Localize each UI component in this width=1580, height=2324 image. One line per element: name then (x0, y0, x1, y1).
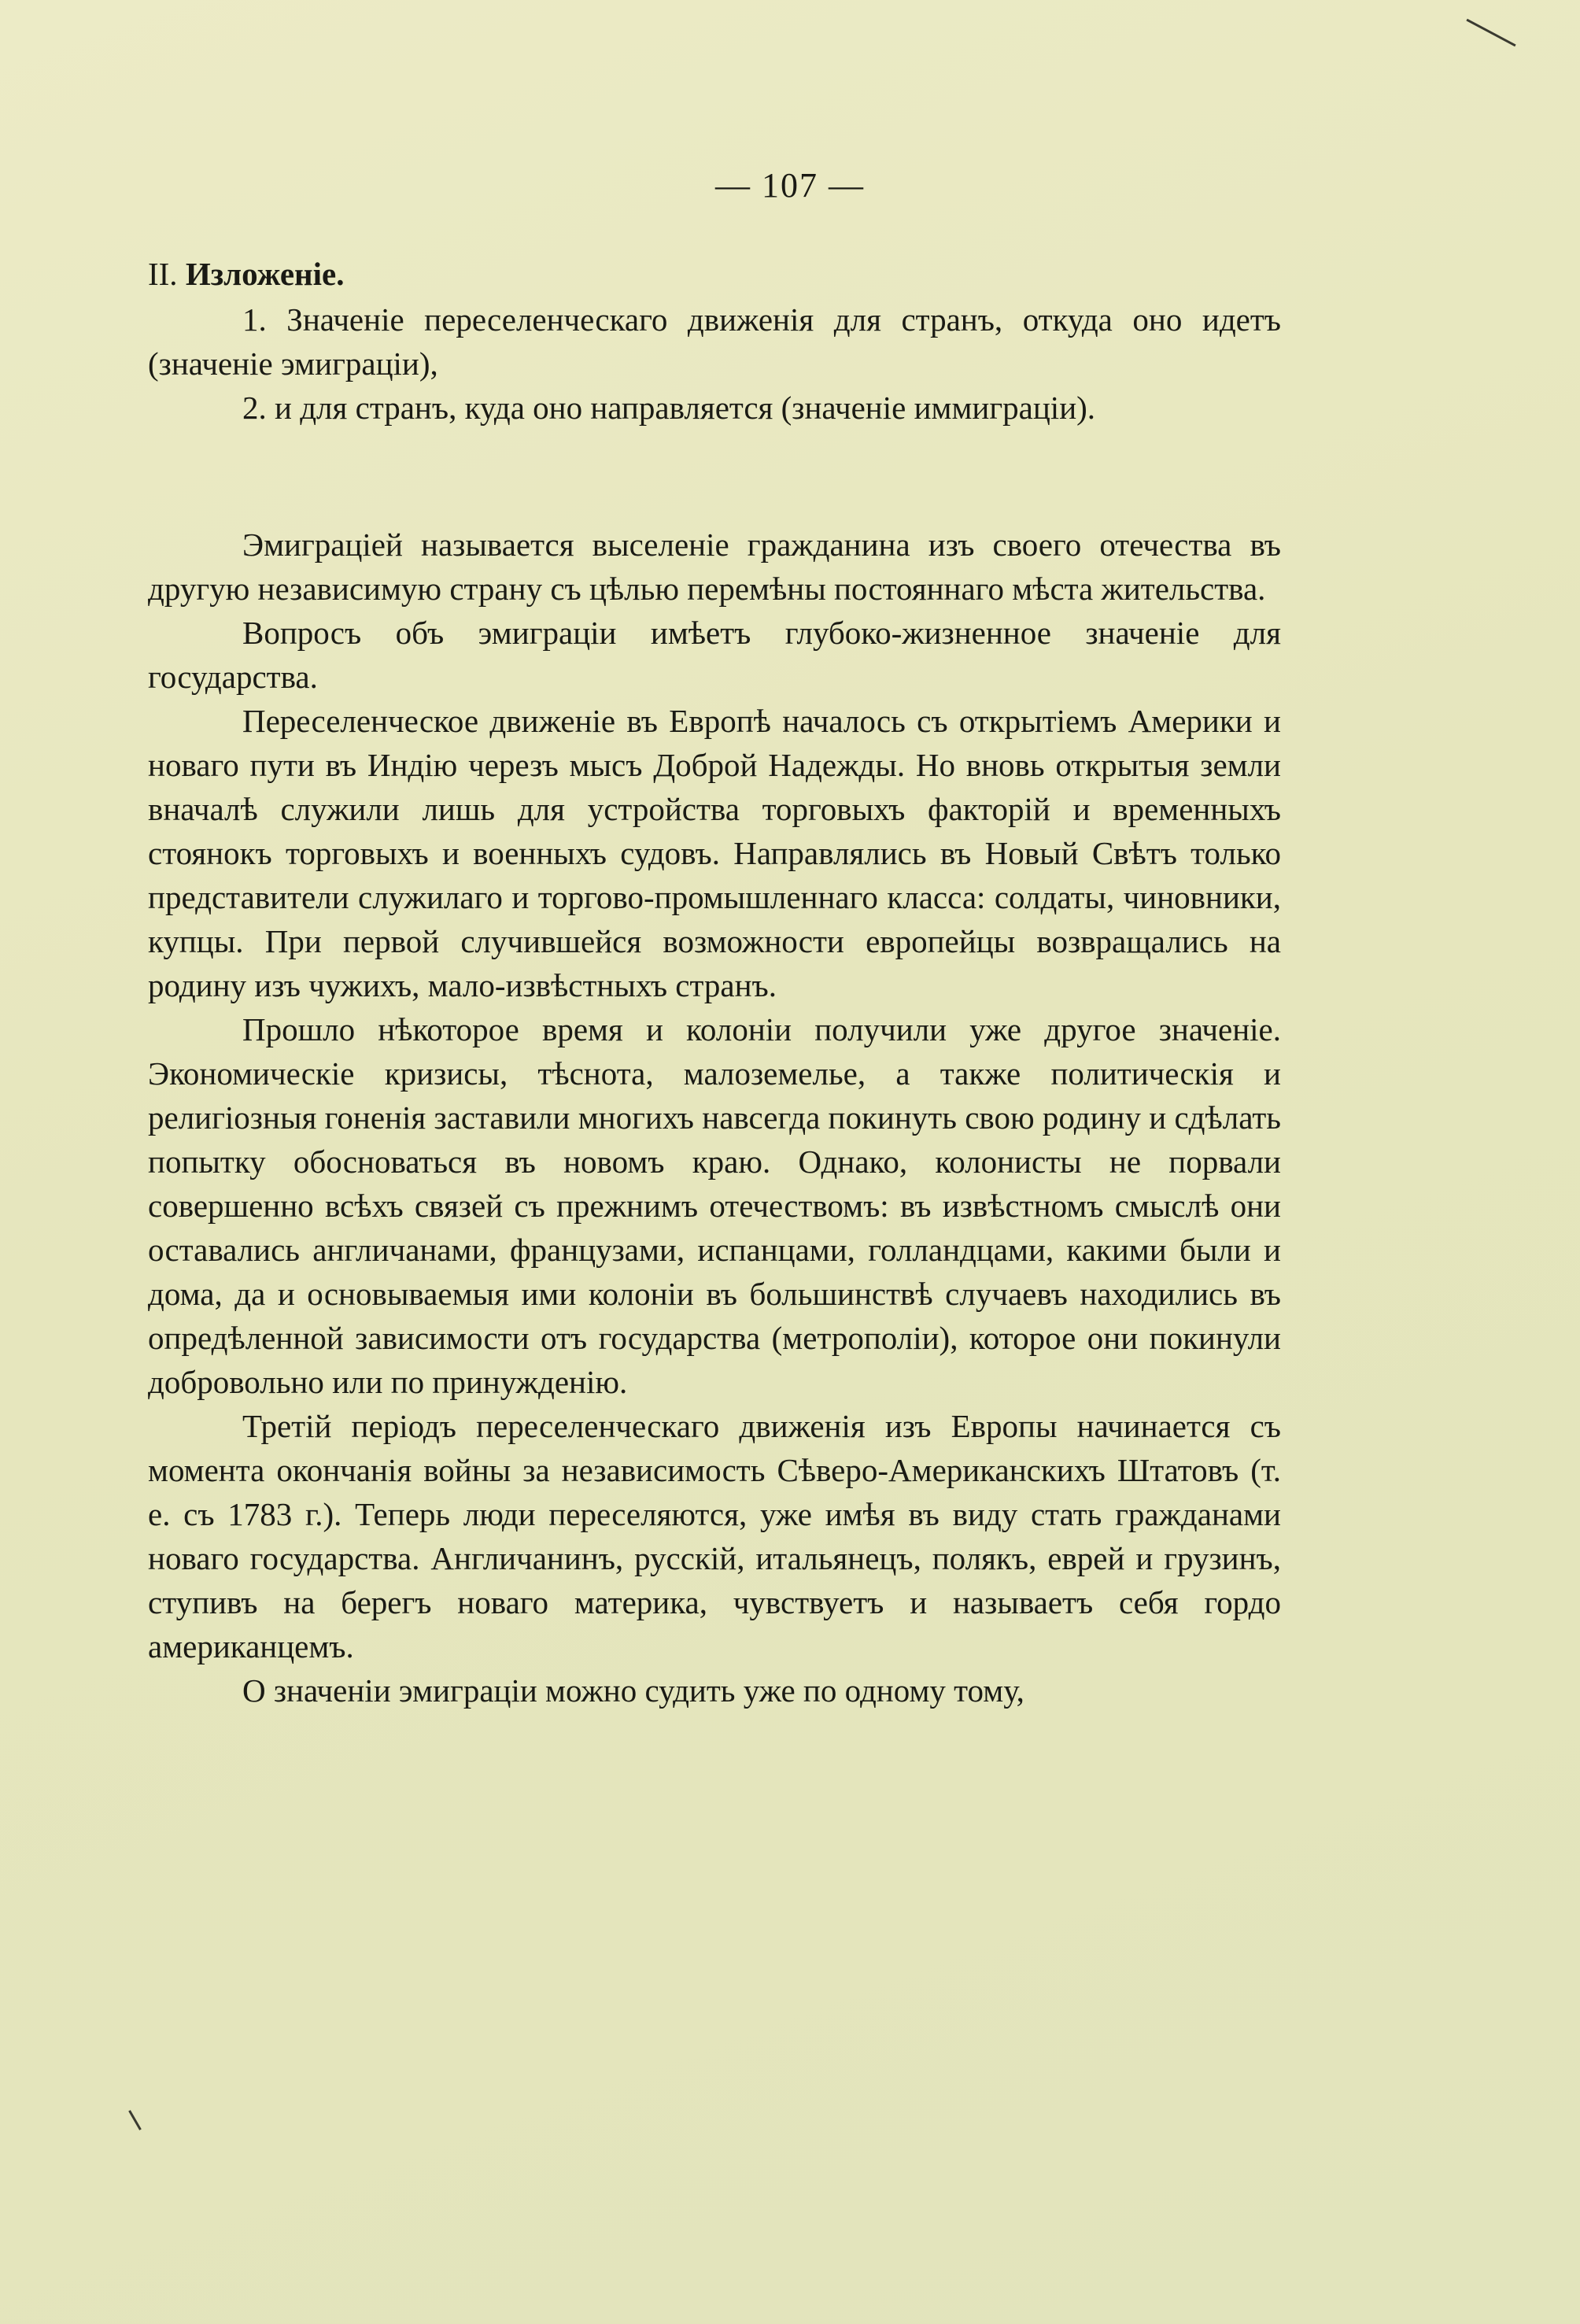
spacer (148, 430, 1281, 523)
outline-item-2: 2. и для странъ, куда оно направляется (значеніе иммиграціи). (242, 390, 1096, 426)
scan-mark (128, 2110, 142, 2130)
section-title: Изложеніе. (185, 256, 345, 292)
body-text (148, 523, 1281, 1713)
section-number: II. (148, 256, 178, 292)
paragraph-colonies: Прошло нѣкоторое время и колоніи получили уже другое значеніе. Экономическіе кризисы, тѣснота, малоземелье, а также политическія и религіозныя гоненія заставили многихъ навсегда покинуть свою родину и сдѣлать попытку обосноваться въ новомъ краю. Однако, колонисты не порвали совершенно всѣхъ связей съ прежнимъ отечествомъ: въ извѣстномъ смыслѣ они оставались англичанами, французами, испанцами, голландцами, какими были и дома, да и основываемыя ими колоніи въ большинствѣ случаевъ находились въ опредѣленной зависимости отъ государства (метрополіи), которое они покинули добровольно или по принужденію. (148, 1011, 1281, 1400)
page-number: — 107 — (715, 166, 865, 205)
page-body (148, 250, 1281, 1713)
paragraph-early-migration: Переселенческое движеніе въ Европѣ началось съ открытіемъ Америки и новаго пути въ Индію черезъ мысъ Доброй Надежды. Но вновь открытыя земли вначалѣ служили лишь для устройства торговыхъ факторій и временныхъ стоянокъ торговыхъ и военныхъ судовъ. Направлялись въ Новый Свѣтъ только представители служилаго и торгово-промышленнаго класса: солдаты, чиновники, купцы. При первой случившейся возможности европейцы возвращались на родину изъ чужихъ, мало-извѣстныхъ странъ. (148, 703, 1281, 1003)
outline-item-1: 1. Значеніе переселенческаго движенія для странъ, откуда оно идетъ (значеніе эмиграціи), (148, 301, 1281, 382)
scan-mark (1466, 19, 1515, 47)
paragraph-significance: О значеніи эмиграціи можно судить уже по одному тому, (242, 1672, 1024, 1709)
paragraph-third-period: Третій періодъ переселенческаго движенія изъ Европы начинается съ момента окончанія войны за независимость Сѣверо-Американскихъ Штатовъ (т. е. съ 1783 г.). Теперь люди переселяются, уже имѣя въ виду стать гражданами новаго государства. Англичанинъ, русскій, итальянецъ, полякъ, еврей и грузинъ, ступивъ на берегъ новаго материка, чувствуетъ и называетъ себя гордо американцемъ. (148, 1408, 1281, 1664)
section-outline (148, 297, 1281, 430)
paragraph-importance: Вопросъ объ эмиграціи имѣетъ глубоко-жизненное значеніе для государства. (148, 615, 1281, 695)
paragraph-definition: Эмиграціей называется выселеніе гражданина изъ своего отечества въ другую независимую страну съ цѣлью перемѣны постояннаго мѣста жительства. (148, 527, 1281, 607)
section-heading (148, 250, 1281, 297)
